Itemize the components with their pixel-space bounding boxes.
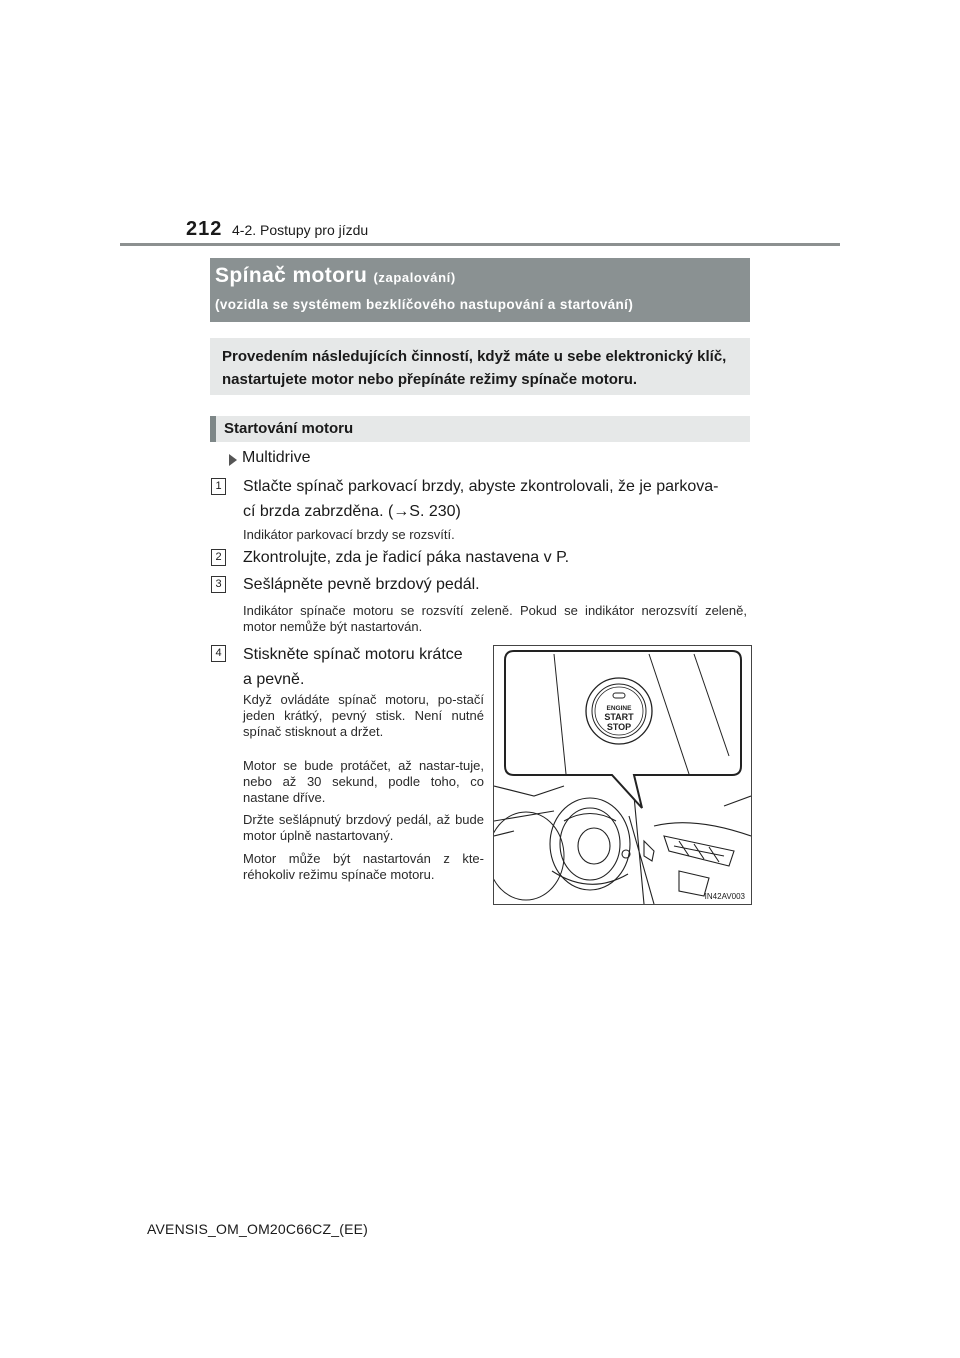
step-4-text: Stiskněte spínač motoru krátce a pevně. (243, 646, 463, 688)
page-number: 212 (186, 218, 223, 240)
step-2-text: Zkontrolujte, zda je řadicí páka nastavena v P. (243, 549, 570, 566)
page-subtitle: (vozidla se systémem bezklíčového nastupování a startování) (215, 297, 634, 312)
step-number-4: 4 (211, 645, 226, 662)
header-rule (120, 243, 840, 246)
bullet-label: Multidrive (242, 449, 311, 466)
button-label-stop: STOP (606, 722, 632, 732)
intro-text: Provedením následujících činností, když máte u sebe elektronický klíč, nastartujete motor nebo přepínáte režimy spínače motoru. (222, 348, 727, 388)
step-number-2: 2 (211, 549, 226, 566)
intro-box (210, 338, 750, 395)
step-number-1: 1 (211, 478, 226, 495)
subheading-bar (210, 416, 216, 442)
step-4-note-4: Motor může být nastartován z kte-réhokoliv režimu spínače motoru. (243, 851, 484, 882)
button-label-engine: ENGINE (606, 705, 632, 712)
button-label-start: START (604, 712, 634, 722)
title-small: (zapalování) (373, 270, 456, 285)
footer-code: AVENSIS_OM_OM20C66CZ_(EE) (147, 1221, 369, 1237)
step-number-3: 3 (211, 576, 226, 593)
step-1-note: Indikátor parkovací brzdy se rozsvítí. (243, 527, 455, 542)
triangle-bullet-icon (229, 454, 237, 466)
subheading: Startování motoru (224, 420, 354, 437)
dashboard-drawing (494, 646, 751, 904)
step-3-text: Sešlápněte pevně brzdový pedál. (243, 576, 480, 593)
figure-code: IN42AV003 (704, 892, 745, 901)
step-3-note: Indikátor spínače motoru se rozsvítí zeleně. Pokud se indikátor nerozsvítí zeleně, motor nemůže být nastartován. (243, 603, 747, 634)
step-4-note-1: Když ovládáte spínač motoru, po-stačí jeden krátký, pevný stisk. Není nutné spínač stisknout a držet. (243, 692, 484, 739)
page-title: Spínač motoru (zapalování) (215, 264, 456, 287)
title-box (210, 258, 750, 322)
step-4-note-2: Motor se bude protáčet, až nastar-tuje, nebo až 30 sekund, podle toho, co nastane dříve. (243, 758, 484, 805)
engine-switch-illustration (493, 645, 752, 905)
step-4-note-3: Držte sešlápnutý brzdový pedál, až bude motor úplně nastartovaný. (243, 812, 484, 843)
section-label: 4-2. Postupy pro jízdu (232, 222, 369, 238)
subheading-box (210, 416, 750, 442)
step-1-text: Stlačte spínač parkovací brzdy, abyste zkontrolovali, že je parkova- cí brzda zabrzděna. (→S. 230) (243, 478, 719, 520)
